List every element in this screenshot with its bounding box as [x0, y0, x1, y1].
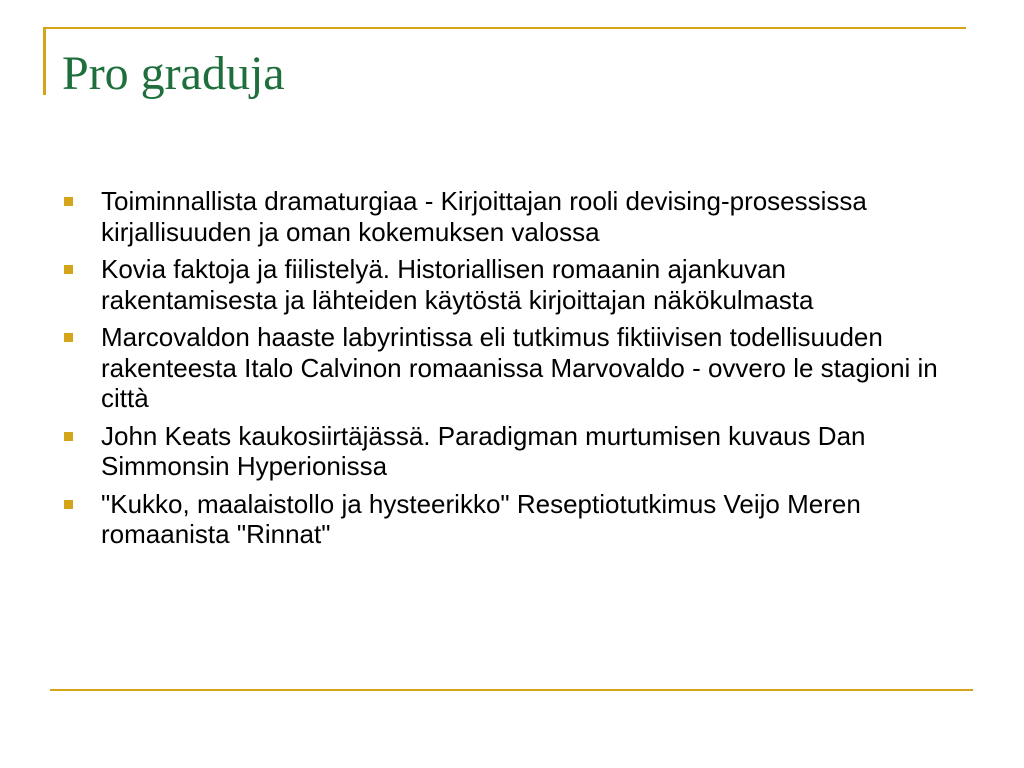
square-bullet-icon	[64, 500, 73, 509]
bullet-list	[64, 186, 964, 557]
bullet-item	[64, 421, 964, 482]
bullet-text: Kovia faktoja ja fiilistelyä. Historiallisen romaanin ajankuvan rakentamisesta ja lähteiden käytöstä kirjoittajan näkökulmasta	[101, 254, 814, 315]
vertical-accent-line	[43, 27, 46, 95]
bottom-accent-line	[50, 689, 973, 691]
square-bullet-icon	[64, 333, 73, 342]
bullet-item	[64, 322, 964, 414]
square-bullet-icon	[64, 197, 73, 206]
bullet-text: Toiminnallista dramaturgiaa - Kirjoittajan rooli devising-prosessissa kirjallisuuden ja oman kokemuksen valossa	[101, 186, 867, 247]
bullet-item	[64, 186, 964, 247]
bullet-text: Marcovaldon haaste labyrintissa eli tutkimus fiktiivisen todellisuuden rakenteesta Italo Calvinon romaanissa Marvovaldo - ovvero le stagioni in città	[101, 322, 938, 413]
bullet-item	[64, 489, 964, 550]
square-bullet-icon	[64, 432, 73, 441]
bullet-text: "Kukko, maalaistollo ja hysteerikko" Reseptiotutkimus Veijo Meren romaanista "Rinnat"	[101, 488, 861, 549]
bullet-text: John Keats kaukosiirtäjässä. Paradigman murtumisen kuvaus Dan Simmonsin Hyperionissa	[101, 420, 866, 481]
top-accent-line	[43, 27, 966, 29]
square-bullet-icon	[64, 265, 73, 274]
bullet-item	[64, 254, 964, 315]
slide-title: Pro graduja	[62, 47, 285, 100]
